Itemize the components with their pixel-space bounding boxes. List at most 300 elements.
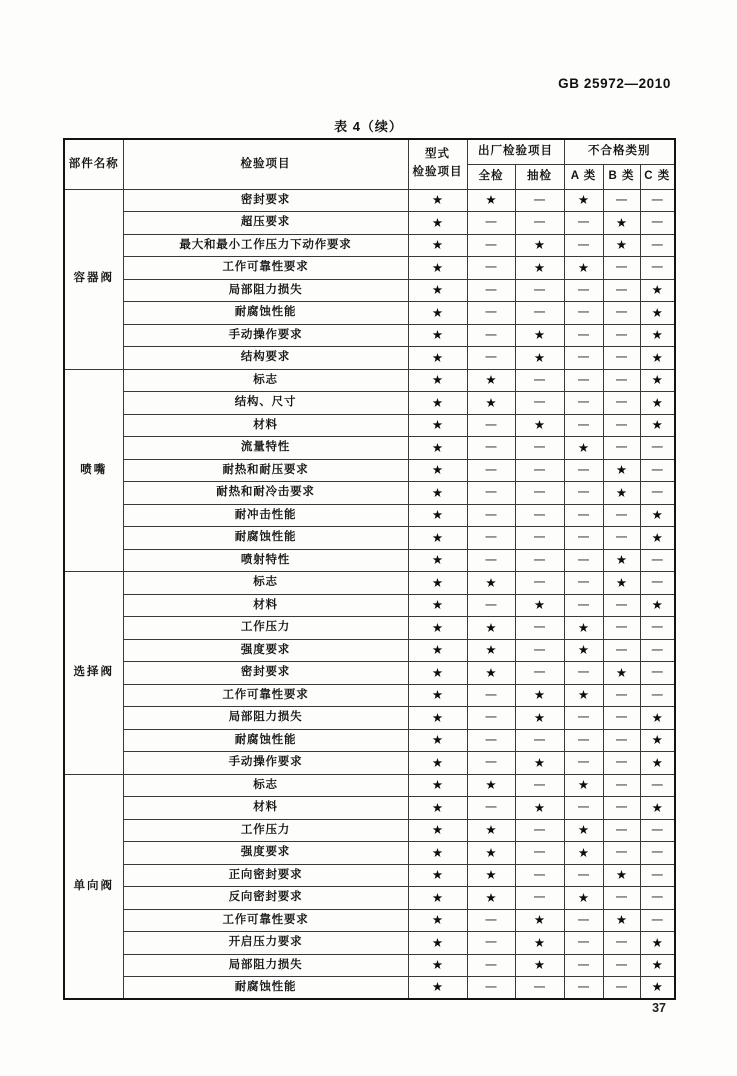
star-mark-cell: ★ bbox=[603, 234, 640, 257]
dash-mark-cell: — bbox=[603, 617, 640, 640]
dash-mark-cell: — bbox=[603, 279, 640, 302]
star-mark-cell: ★ bbox=[408, 279, 467, 302]
dash-mark-cell: — bbox=[564, 414, 603, 437]
star-mark-cell: ★ bbox=[640, 279, 675, 302]
component-name-cell: 选择阀 bbox=[64, 572, 123, 775]
dash-mark-cell: — bbox=[564, 279, 603, 302]
star-mark-cell: ★ bbox=[408, 977, 467, 1000]
dash-mark-cell: — bbox=[515, 864, 564, 887]
dash-mark-cell: — bbox=[515, 774, 564, 797]
star-mark-cell: ★ bbox=[640, 797, 675, 820]
star-mark-cell: ★ bbox=[467, 662, 515, 685]
star-mark-cell: ★ bbox=[564, 257, 603, 280]
star-mark-cell: ★ bbox=[603, 549, 640, 572]
table-row bbox=[64, 459, 675, 482]
star-mark-cell: ★ bbox=[603, 482, 640, 505]
table-row bbox=[64, 662, 675, 685]
component-name-cell: 喷嘴 bbox=[64, 369, 123, 572]
dash-mark-cell: — bbox=[515, 549, 564, 572]
inspection-item-cell: 结构、尺寸 bbox=[123, 392, 408, 415]
inspection-item-cell: 耐热和耐冷击要求 bbox=[123, 482, 408, 505]
star-mark-cell: ★ bbox=[467, 572, 515, 595]
star-mark-cell: ★ bbox=[408, 887, 467, 910]
star-mark-cell: ★ bbox=[603, 909, 640, 932]
dash-mark-cell: — bbox=[564, 234, 603, 257]
star-mark-cell: ★ bbox=[408, 842, 467, 865]
star-mark-cell: ★ bbox=[603, 459, 640, 482]
header-full-inspection: 全检 bbox=[467, 164, 515, 189]
star-mark-cell: ★ bbox=[408, 189, 467, 212]
star-mark-cell: ★ bbox=[640, 932, 675, 955]
dash-mark-cell: — bbox=[564, 909, 603, 932]
dash-mark-cell: — bbox=[467, 302, 515, 325]
star-mark-cell: ★ bbox=[564, 842, 603, 865]
dash-mark-cell: — bbox=[515, 842, 564, 865]
dash-mark-cell: — bbox=[640, 437, 675, 460]
star-mark-cell: ★ bbox=[515, 954, 564, 977]
star-mark-cell: ★ bbox=[408, 684, 467, 707]
dash-mark-cell: — bbox=[515, 662, 564, 685]
star-mark-cell: ★ bbox=[467, 369, 515, 392]
dash-mark-cell: — bbox=[515, 729, 564, 752]
header-inspection-item: 检验项目 bbox=[123, 139, 408, 189]
star-mark-cell: ★ bbox=[640, 414, 675, 437]
table-row bbox=[64, 684, 675, 707]
star-mark-cell: ★ bbox=[564, 684, 603, 707]
inspection-item-cell: 喷射特性 bbox=[123, 549, 408, 572]
star-mark-cell: ★ bbox=[603, 864, 640, 887]
table-row bbox=[64, 369, 675, 392]
dash-mark-cell: — bbox=[564, 347, 603, 370]
dash-mark-cell: — bbox=[640, 617, 675, 640]
dash-mark-cell: — bbox=[640, 864, 675, 887]
dash-mark-cell: — bbox=[603, 392, 640, 415]
header-nonconforming-category: 不合格类别 bbox=[564, 139, 675, 164]
dash-mark-cell: — bbox=[515, 459, 564, 482]
table-row bbox=[64, 842, 675, 865]
dash-mark-cell: — bbox=[515, 819, 564, 842]
header-type-line1: 型式 bbox=[425, 148, 450, 161]
inspection-item-cell: 耐腐蚀性能 bbox=[123, 729, 408, 752]
star-mark-cell: ★ bbox=[408, 212, 467, 235]
dash-mark-cell: — bbox=[640, 684, 675, 707]
inspection-item-cell: 工作压力 bbox=[123, 819, 408, 842]
dash-mark-cell: — bbox=[564, 369, 603, 392]
inspection-item-cell: 工作可靠性要求 bbox=[123, 684, 408, 707]
dash-mark-cell: — bbox=[640, 482, 675, 505]
star-mark-cell: ★ bbox=[467, 189, 515, 212]
dash-mark-cell: — bbox=[467, 752, 515, 775]
dash-mark-cell: — bbox=[640, 909, 675, 932]
inspection-item-cell: 材料 bbox=[123, 797, 408, 820]
table-row bbox=[64, 864, 675, 887]
dash-mark-cell: — bbox=[467, 684, 515, 707]
inspection-item-cell: 耐腐蚀性能 bbox=[123, 977, 408, 1000]
dash-mark-cell: — bbox=[467, 347, 515, 370]
dash-mark-cell: — bbox=[515, 302, 564, 325]
table-row bbox=[64, 482, 675, 505]
table-row bbox=[64, 572, 675, 595]
star-mark-cell: ★ bbox=[640, 707, 675, 730]
table-row bbox=[64, 527, 675, 550]
inspection-item-cell: 密封要求 bbox=[123, 189, 408, 212]
star-mark-cell: ★ bbox=[408, 572, 467, 595]
table-header bbox=[64, 139, 675, 189]
dash-mark-cell: — bbox=[515, 279, 564, 302]
header-sampling-inspection: 抽检 bbox=[515, 164, 564, 189]
dash-mark-cell: — bbox=[640, 189, 675, 212]
dash-mark-cell: — bbox=[564, 752, 603, 775]
star-mark-cell: ★ bbox=[515, 594, 564, 617]
header-component-name: 部件名称 bbox=[64, 139, 123, 189]
dash-mark-cell: — bbox=[603, 729, 640, 752]
inspection-item-cell: 局部阻力损失 bbox=[123, 707, 408, 730]
star-mark-cell: ★ bbox=[408, 617, 467, 640]
dash-mark-cell: — bbox=[564, 302, 603, 325]
dash-mark-cell: — bbox=[515, 212, 564, 235]
header-factory-inspection: 出厂检验项目 bbox=[467, 139, 564, 164]
dash-mark-cell: — bbox=[603, 887, 640, 910]
dash-mark-cell: — bbox=[467, 527, 515, 550]
star-mark-cell: ★ bbox=[408, 392, 467, 415]
dash-mark-cell: — bbox=[603, 324, 640, 347]
table-title: 表 4（续） bbox=[334, 119, 403, 134]
dash-mark-cell: — bbox=[603, 257, 640, 280]
star-mark-cell: ★ bbox=[408, 662, 467, 685]
dash-mark-cell: — bbox=[640, 662, 675, 685]
star-mark-cell: ★ bbox=[640, 324, 675, 347]
star-mark-cell: ★ bbox=[408, 369, 467, 392]
star-mark-cell: ★ bbox=[408, 729, 467, 752]
inspection-item-cell: 耐腐蚀性能 bbox=[123, 527, 408, 550]
dash-mark-cell: — bbox=[564, 707, 603, 730]
inspection-item-cell: 耐腐蚀性能 bbox=[123, 302, 408, 325]
star-mark-cell: ★ bbox=[408, 527, 467, 550]
table-row bbox=[64, 977, 675, 1000]
dash-mark-cell: — bbox=[603, 932, 640, 955]
star-mark-cell: ★ bbox=[564, 819, 603, 842]
star-mark-cell: ★ bbox=[640, 504, 675, 527]
inspection-item-cell: 标志 bbox=[123, 572, 408, 595]
dash-mark-cell: — bbox=[640, 212, 675, 235]
star-mark-cell: ★ bbox=[408, 819, 467, 842]
dash-mark-cell: — bbox=[564, 797, 603, 820]
dash-mark-cell: — bbox=[467, 549, 515, 572]
dash-mark-cell: — bbox=[603, 504, 640, 527]
table-row bbox=[64, 819, 675, 842]
dash-mark-cell: — bbox=[515, 527, 564, 550]
inspection-item-cell: 标志 bbox=[123, 369, 408, 392]
header-class-a: A 类 bbox=[564, 164, 603, 189]
table-row bbox=[64, 549, 675, 572]
dash-mark-cell: — bbox=[640, 842, 675, 865]
dash-mark-cell: — bbox=[467, 279, 515, 302]
star-mark-cell: ★ bbox=[467, 842, 515, 865]
inspection-item-cell: 最大和最小工作压力下动作要求 bbox=[123, 234, 408, 257]
inspection-item-cell: 工作可靠性要求 bbox=[123, 257, 408, 280]
star-mark-cell: ★ bbox=[515, 684, 564, 707]
dash-mark-cell: — bbox=[603, 752, 640, 775]
star-mark-cell: ★ bbox=[467, 639, 515, 662]
star-mark-cell: ★ bbox=[408, 257, 467, 280]
dash-mark-cell: — bbox=[564, 504, 603, 527]
star-mark-cell: ★ bbox=[408, 707, 467, 730]
dash-mark-cell: — bbox=[467, 594, 515, 617]
dash-mark-cell: — bbox=[467, 729, 515, 752]
dash-mark-cell: — bbox=[564, 729, 603, 752]
inspection-item-cell: 工作压力 bbox=[123, 617, 408, 640]
dash-mark-cell: — bbox=[564, 977, 603, 1000]
dash-mark-cell: — bbox=[467, 414, 515, 437]
star-mark-cell: ★ bbox=[564, 774, 603, 797]
star-mark-cell: ★ bbox=[408, 774, 467, 797]
inspection-item-cell: 耐冲击性能 bbox=[123, 504, 408, 527]
star-mark-cell: ★ bbox=[640, 954, 675, 977]
dash-mark-cell: — bbox=[515, 369, 564, 392]
dash-mark-cell: — bbox=[640, 887, 675, 910]
star-mark-cell: ★ bbox=[640, 527, 675, 550]
inspection-item-cell: 材料 bbox=[123, 594, 408, 617]
inspection-item-cell: 局部阻力损失 bbox=[123, 279, 408, 302]
table-row bbox=[64, 234, 675, 257]
dash-mark-cell: — bbox=[515, 887, 564, 910]
table-row bbox=[64, 257, 675, 280]
dash-mark-cell: — bbox=[603, 527, 640, 550]
dash-mark-cell: — bbox=[564, 572, 603, 595]
dash-mark-cell: — bbox=[603, 594, 640, 617]
header-class-b: B 类 bbox=[603, 164, 640, 189]
table-row bbox=[64, 774, 675, 797]
inspection-item-cell: 流量特性 bbox=[123, 437, 408, 460]
dash-mark-cell: — bbox=[603, 302, 640, 325]
star-mark-cell: ★ bbox=[603, 572, 640, 595]
star-mark-cell: ★ bbox=[408, 932, 467, 955]
dash-mark-cell: — bbox=[467, 797, 515, 820]
table-row bbox=[64, 324, 675, 347]
dash-mark-cell: — bbox=[515, 639, 564, 662]
inspection-item-cell: 工作可靠性要求 bbox=[123, 909, 408, 932]
dash-mark-cell: — bbox=[603, 369, 640, 392]
dash-mark-cell: — bbox=[603, 797, 640, 820]
dash-mark-cell: — bbox=[467, 234, 515, 257]
inspection-item-cell: 标志 bbox=[123, 774, 408, 797]
star-mark-cell: ★ bbox=[515, 909, 564, 932]
table-row bbox=[64, 639, 675, 662]
dash-mark-cell: — bbox=[564, 662, 603, 685]
dash-mark-cell: — bbox=[564, 324, 603, 347]
component-name-cell: 容器阀 bbox=[64, 189, 123, 369]
star-mark-cell: ★ bbox=[564, 639, 603, 662]
header-type-line2: 检验项目 bbox=[412, 166, 463, 179]
dash-mark-cell: — bbox=[603, 347, 640, 370]
star-mark-cell: ★ bbox=[515, 797, 564, 820]
dash-mark-cell: — bbox=[603, 639, 640, 662]
dash-mark-cell: — bbox=[467, 909, 515, 932]
star-mark-cell: ★ bbox=[564, 887, 603, 910]
star-mark-cell: ★ bbox=[640, 729, 675, 752]
table-row bbox=[64, 752, 675, 775]
star-mark-cell: ★ bbox=[515, 324, 564, 347]
inspection-item-cell: 手动操作要求 bbox=[123, 324, 408, 347]
star-mark-cell: ★ bbox=[408, 482, 467, 505]
table-row bbox=[64, 302, 675, 325]
dash-mark-cell: — bbox=[564, 864, 603, 887]
star-mark-cell: ★ bbox=[564, 189, 603, 212]
star-mark-cell: ★ bbox=[408, 639, 467, 662]
star-mark-cell: ★ bbox=[640, 977, 675, 1000]
table-row bbox=[64, 954, 675, 977]
dash-mark-cell: — bbox=[640, 234, 675, 257]
header-class-c: C 类 bbox=[640, 164, 675, 189]
dash-mark-cell: — bbox=[564, 594, 603, 617]
dash-mark-cell: — bbox=[467, 257, 515, 280]
dash-mark-cell: — bbox=[467, 977, 515, 1000]
star-mark-cell: ★ bbox=[515, 257, 564, 280]
inspection-item-cell: 反向密封要求 bbox=[123, 887, 408, 910]
star-mark-cell: ★ bbox=[408, 504, 467, 527]
inspection-item-cell: 正向密封要求 bbox=[123, 864, 408, 887]
dash-mark-cell: — bbox=[603, 414, 640, 437]
star-mark-cell: ★ bbox=[408, 437, 467, 460]
dash-mark-cell: — bbox=[603, 842, 640, 865]
dash-mark-cell: — bbox=[640, 639, 675, 662]
dash-mark-cell: — bbox=[564, 549, 603, 572]
star-mark-cell: ★ bbox=[640, 369, 675, 392]
star-mark-cell: ★ bbox=[603, 212, 640, 235]
star-mark-cell: ★ bbox=[467, 392, 515, 415]
star-mark-cell: ★ bbox=[515, 707, 564, 730]
dash-mark-cell: — bbox=[564, 932, 603, 955]
star-mark-cell: ★ bbox=[408, 459, 467, 482]
dash-mark-cell: — bbox=[467, 212, 515, 235]
dash-mark-cell: — bbox=[515, 437, 564, 460]
table-body bbox=[64, 189, 675, 999]
inspection-item-cell: 结构要求 bbox=[123, 347, 408, 370]
dash-mark-cell: — bbox=[467, 707, 515, 730]
star-mark-cell: ★ bbox=[408, 954, 467, 977]
dash-mark-cell: — bbox=[603, 437, 640, 460]
dash-mark-cell: — bbox=[564, 527, 603, 550]
dash-mark-cell: — bbox=[515, 189, 564, 212]
inspection-item-cell: 手动操作要求 bbox=[123, 752, 408, 775]
star-mark-cell: ★ bbox=[564, 437, 603, 460]
star-mark-cell: ★ bbox=[640, 392, 675, 415]
star-mark-cell: ★ bbox=[603, 662, 640, 685]
star-mark-cell: ★ bbox=[408, 752, 467, 775]
dash-mark-cell: — bbox=[603, 774, 640, 797]
dash-mark-cell: — bbox=[467, 482, 515, 505]
inspection-item-cell: 材料 bbox=[123, 414, 408, 437]
inspection-item-cell: 强度要求 bbox=[123, 639, 408, 662]
star-mark-cell: ★ bbox=[408, 909, 467, 932]
inspection-item-cell: 密封要求 bbox=[123, 662, 408, 685]
inspection-item-cell: 开启压力要求 bbox=[123, 932, 408, 955]
dash-mark-cell: — bbox=[564, 459, 603, 482]
star-mark-cell: ★ bbox=[640, 302, 675, 325]
star-mark-cell: ★ bbox=[515, 932, 564, 955]
star-mark-cell: ★ bbox=[515, 234, 564, 257]
star-mark-cell: ★ bbox=[408, 347, 467, 370]
star-mark-cell: ★ bbox=[467, 819, 515, 842]
dash-mark-cell: — bbox=[515, 977, 564, 1000]
star-mark-cell: ★ bbox=[515, 347, 564, 370]
star-mark-cell: ★ bbox=[408, 594, 467, 617]
inspection-item-cell: 耐热和耐压要求 bbox=[123, 459, 408, 482]
star-mark-cell: ★ bbox=[408, 234, 467, 257]
table-row bbox=[64, 347, 675, 370]
star-mark-cell: ★ bbox=[408, 797, 467, 820]
component-name-cell: 单向阀 bbox=[64, 774, 123, 999]
dash-mark-cell: — bbox=[515, 504, 564, 527]
dash-mark-cell: — bbox=[467, 437, 515, 460]
dash-mark-cell: — bbox=[603, 684, 640, 707]
dash-mark-cell: — bbox=[603, 977, 640, 1000]
page-number: 37 bbox=[652, 1001, 666, 1015]
dash-mark-cell: — bbox=[640, 774, 675, 797]
star-mark-cell: ★ bbox=[640, 594, 675, 617]
table-row bbox=[64, 414, 675, 437]
star-mark-cell: ★ bbox=[640, 347, 675, 370]
dash-mark-cell: — bbox=[640, 549, 675, 572]
table-row bbox=[64, 729, 675, 752]
star-mark-cell: ★ bbox=[408, 324, 467, 347]
star-mark-cell: ★ bbox=[515, 414, 564, 437]
inspection-item-cell: 局部阻力损失 bbox=[123, 954, 408, 977]
dash-mark-cell: — bbox=[603, 707, 640, 730]
dash-mark-cell: — bbox=[515, 392, 564, 415]
star-mark-cell: ★ bbox=[467, 774, 515, 797]
dash-mark-cell: — bbox=[467, 504, 515, 527]
table-row bbox=[64, 189, 675, 212]
dash-mark-cell: — bbox=[564, 482, 603, 505]
inspection-item-cell: 超压要求 bbox=[123, 212, 408, 235]
standard-number: GB 25972—2010 bbox=[558, 76, 671, 91]
dash-mark-cell: — bbox=[603, 954, 640, 977]
table-row bbox=[64, 797, 675, 820]
dash-mark-cell: — bbox=[467, 459, 515, 482]
star-mark-cell: ★ bbox=[640, 752, 675, 775]
table-row bbox=[64, 504, 675, 527]
inspection-item-cell: 强度要求 bbox=[123, 842, 408, 865]
dash-mark-cell: — bbox=[564, 954, 603, 977]
dash-mark-cell: — bbox=[515, 482, 564, 505]
table-row bbox=[64, 437, 675, 460]
table-row bbox=[64, 279, 675, 302]
star-mark-cell: ★ bbox=[408, 414, 467, 437]
star-mark-cell: ★ bbox=[467, 887, 515, 910]
dash-mark-cell: — bbox=[467, 324, 515, 347]
star-mark-cell: ★ bbox=[515, 752, 564, 775]
dash-mark-cell: — bbox=[467, 954, 515, 977]
dash-mark-cell: — bbox=[564, 212, 603, 235]
table-row bbox=[64, 887, 675, 910]
table-row bbox=[64, 617, 675, 640]
dash-mark-cell: — bbox=[564, 392, 603, 415]
dash-mark-cell: — bbox=[603, 819, 640, 842]
table-row bbox=[64, 707, 675, 730]
dash-mark-cell: — bbox=[603, 189, 640, 212]
table-row bbox=[64, 932, 675, 955]
dash-mark-cell: — bbox=[640, 572, 675, 595]
dash-mark-cell: — bbox=[640, 459, 675, 482]
table-row bbox=[64, 909, 675, 932]
star-mark-cell: ★ bbox=[408, 549, 467, 572]
dash-mark-cell: — bbox=[515, 572, 564, 595]
star-mark-cell: ★ bbox=[408, 864, 467, 887]
star-mark-cell: ★ bbox=[564, 617, 603, 640]
star-mark-cell: ★ bbox=[408, 302, 467, 325]
dash-mark-cell: — bbox=[515, 617, 564, 640]
